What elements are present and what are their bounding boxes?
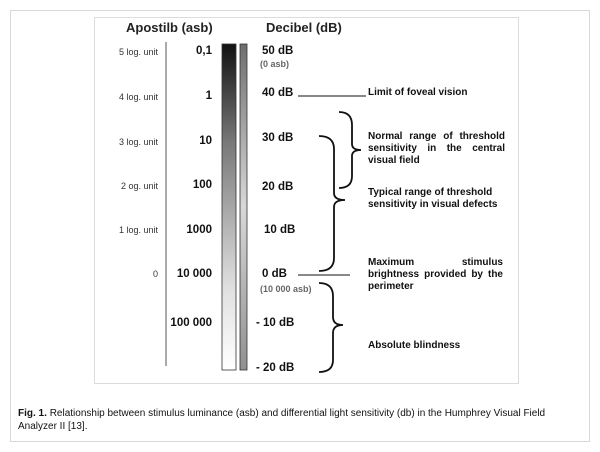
log-unit-label: 5 log. unit xyxy=(118,47,158,57)
asb-value: 0,1 xyxy=(196,45,212,57)
typical-range-bracket xyxy=(319,136,345,271)
db-value: - 10 dB xyxy=(256,317,295,329)
decibel-header: Decibel (dB) xyxy=(266,20,342,35)
log-unit-label: 0 xyxy=(152,269,158,279)
normal-range-bracket xyxy=(339,112,361,188)
db-value: 40 dB xyxy=(262,87,294,99)
foveal-limit-label: Limit of foveal vision xyxy=(368,87,468,98)
db-value: 0 dB xyxy=(262,268,287,280)
log-unit-label: 3 log. unit xyxy=(118,137,158,147)
blindness-bracket xyxy=(319,283,343,372)
max-brightness-label: Maximum stimulus brightness provided by the perimeter xyxy=(368,257,503,292)
normal-range-label: Normal range of threshold sensitivity in the central visual field xyxy=(368,131,505,166)
asb-value: 100 000 xyxy=(170,317,212,329)
asb-value: 1000 xyxy=(186,224,212,236)
absolute-blindness-label: Absolute blindness xyxy=(368,340,461,351)
figure-caption xyxy=(18,407,578,433)
db-value: 50 dB xyxy=(262,45,294,57)
zero-asb-note: (0 asb) xyxy=(260,59,290,69)
asb-value: 10 000 xyxy=(176,268,212,280)
typical-range-label: Typical range of threshold sensitivity in visual defects xyxy=(368,187,498,210)
db-value: - 20 dB xyxy=(256,362,295,374)
log-unit-label: 1 log. unit xyxy=(118,225,158,235)
log-unit-label: 4 log. unit xyxy=(118,92,158,102)
max-asb-note: (10 000 asb) xyxy=(260,284,312,294)
asb-value: 1 xyxy=(205,90,212,102)
luminance-gradient-bar xyxy=(222,44,236,370)
db-gradient-bar xyxy=(240,44,247,370)
log-unit-label: 2 og. unit xyxy=(120,181,158,191)
db-value: 30 dB xyxy=(262,132,294,144)
apostilb-header: Apostilb (asb) xyxy=(126,20,213,35)
db-value: 10 dB xyxy=(264,224,296,236)
db-value: 20 dB xyxy=(262,181,294,193)
caption-text: Relationship between stimulus luminance (asb) and differential light sensitivity (db) in the Humphrey Visual Field Analyzer II [13]. xyxy=(18,408,546,432)
asb-value: 100 xyxy=(192,179,212,191)
caption-label: Fig. 1. xyxy=(18,408,47,419)
asb-value: 10 xyxy=(199,135,212,147)
